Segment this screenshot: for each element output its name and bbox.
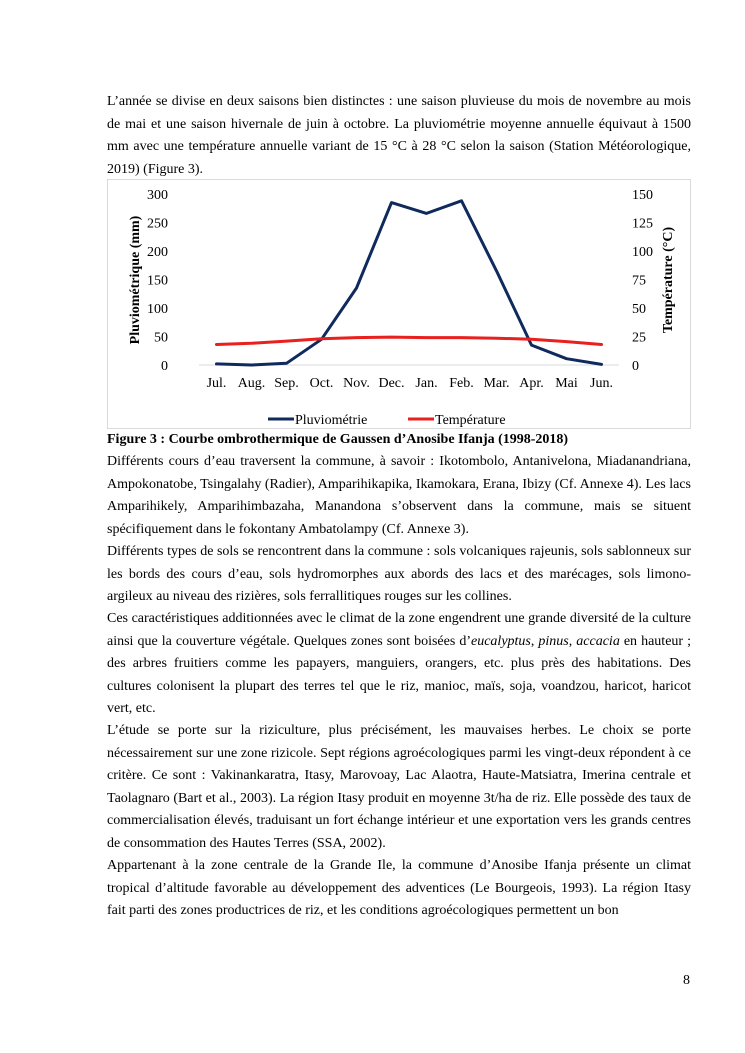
data-point — [250, 342, 252, 344]
data-point — [390, 336, 392, 338]
data-point — [320, 338, 322, 340]
ombrothermic-chart — [107, 179, 691, 429]
x-tick-label: Nov. — [343, 376, 370, 391]
intro-paragraph: L’année se divise en deux saisons bien distinctes : une saison pluvieuse du mois de novembre au mois de mai et une saison hivernale de juin à octobre. La pluviométrie moyenne annuelle équivaut à 1500 mm avec une température annuelle variant de 15 °C à 28 °C selon la saison (Station Météorologique, 2019) (Figure 3). — [107, 94, 691, 177]
rivers-paragraph: Différents cours d’eau traversent la commune, à savoir : Ikotombolo, Antanivelona, Miadanandriana, Ampokonatobe, Tsingalahy (Radier), Amparihikapika, Ikamokara, Erana, Ibizy (Cf. Annexe 4). Les lacs Amparihikely, Amparihimbazaha, Manandona s’observent dans la commune, mais se situent spécifiquement dans le fokontany Ambatolampy (Cf. Annexe 3). — [107, 454, 691, 537]
x-tick-label: Jun. — [590, 376, 613, 391]
study-paragraph: L’étude se porte sur la riziculture, plus précisément, les mauvaises herbes. Le choix se porte nécessairement sur une zone rizicole. Sept régions agroécologiques parmi les vingt-deux répondent à ce critère. Ce sont : Vakinankaratra, Itasy, Marovoay, Lac Alaotra, Haute-Matsiatra, Imerina centrale et Taolagnaro (Bart et al., 2003). La région Itasy produit en moyenne 3t/ha de riz. Elle possède des taux de commercialisation élevés, traduisant un fort échange intérieur et une exportation vers les grands centres de consommation des Hautes Terres (SSA, 2002). — [107, 723, 691, 851]
data-point — [285, 340, 287, 342]
culture-text-after: en hauteur ; des arbres fruitiers comme les papayers, manguiers, orangers, etc. plus près des habitations. Des cultures colonisent la plupart des terres tel que le riz, manioc, maïs, soja, voandzou, haricot, haricot vert, etc. — [107, 633, 691, 716]
data-point — [565, 340, 567, 342]
data-point — [215, 343, 217, 345]
y-tick-label: 150 — [147, 273, 168, 289]
data-point — [530, 344, 532, 346]
x-tick-label: Sep. — [274, 376, 299, 391]
y2-tick-label: 75 — [632, 273, 646, 289]
legend-label: Pluviométrie — [295, 413, 368, 428]
x-tick-label: Jan. — [415, 376, 438, 391]
y2-tick-label: 125 — [632, 216, 653, 232]
series-line-temperature — [217, 337, 602, 344]
y-tick-label: 0 — [161, 359, 168, 374]
accacia-term: accacia — [576, 633, 620, 649]
culture-paragraph — [107, 608, 691, 721]
climate-paragraph: Appartenant à la zone centrale de la Grande Ile, la commune d’Anosibe Ifanja présente un climat tropical d’altitude favorable au développement des adventices (Le Bourgeois, 1993). La région Itasy fait parti des zones productrices de riz, et les conditions agroécologiques permettent un bon — [107, 858, 691, 918]
y2-axis-title: Température (°C) — [661, 226, 676, 334]
data-point — [495, 270, 497, 272]
data-point — [565, 358, 567, 360]
y2-tick-label: 50 — [632, 302, 646, 317]
soils-paragraph: Différents types de sols se rencontrent dans la commune : sols volcaniques rajeunis, sols sablonneux sur les bords des cours d’eau, sols hydromorphes aux abords des lacs et des marécages, sols limono-argileux au niveau des rizières, sols ferrallitiques rouges sur les collines. — [107, 544, 691, 604]
data-point — [495, 337, 497, 339]
y-tick-label: 50 — [154, 330, 168, 346]
data-point — [425, 212, 427, 214]
y2-tick-label: 25 — [632, 330, 646, 346]
x-tick-label: Oct. — [309, 376, 334, 391]
legend-label: Température — [435, 413, 506, 428]
culture-text-before: Ces caractéristiques additionnées avec le climat de la zone engendrent une grande diversité de la culture ainsi que la couverture végétale. Quelques zones sont boisées d’ — [107, 611, 691, 649]
chart-canvas — [108, 180, 692, 430]
figure-caption: Figure 3 : Courbe ombrothermique de Gaussen d’Anosibe Ifanja (1998-2018) — [107, 432, 569, 447]
pinus-term: pinus — [538, 633, 569, 649]
data-point — [425, 336, 427, 338]
x-tick-label: Mai — [555, 376, 578, 391]
data-point — [600, 363, 602, 365]
page-number: 8 — [683, 973, 690, 988]
data-point — [285, 362, 287, 364]
x-tick-label: Mar. — [483, 376, 510, 391]
x-tick-label: Dec. — [378, 376, 405, 391]
y2-tick-label: 100 — [632, 245, 653, 260]
culture-separator-1: , — [530, 633, 539, 649]
culture-separator-2: , — [568, 633, 577, 649]
eucalyptus-term: eucalyptus — [471, 633, 531, 649]
y-tick-label: 300 — [147, 188, 168, 203]
y-tick-label: 100 — [147, 302, 168, 317]
data-point — [600, 343, 602, 345]
y-tick-label: 200 — [147, 245, 168, 260]
x-tick-label: Aug. — [237, 376, 266, 391]
y-axis-title: Pluviométrique (mm) — [128, 215, 143, 345]
x-tick-label: Feb. — [449, 376, 474, 391]
x-tick-label: Jul. — [206, 376, 227, 391]
y-tick-label: 250 — [147, 216, 168, 232]
data-point — [215, 363, 217, 365]
data-point — [355, 336, 357, 338]
x-tick-label: Apr. — [519, 376, 544, 391]
data-point — [530, 338, 532, 340]
data-point — [460, 336, 462, 338]
y2-tick-label: 150 — [632, 188, 653, 203]
data-point — [390, 201, 392, 203]
data-point — [355, 287, 357, 289]
y2-tick-label: 0 — [632, 359, 639, 374]
data-point — [250, 364, 252, 366]
data-point — [460, 200, 462, 202]
